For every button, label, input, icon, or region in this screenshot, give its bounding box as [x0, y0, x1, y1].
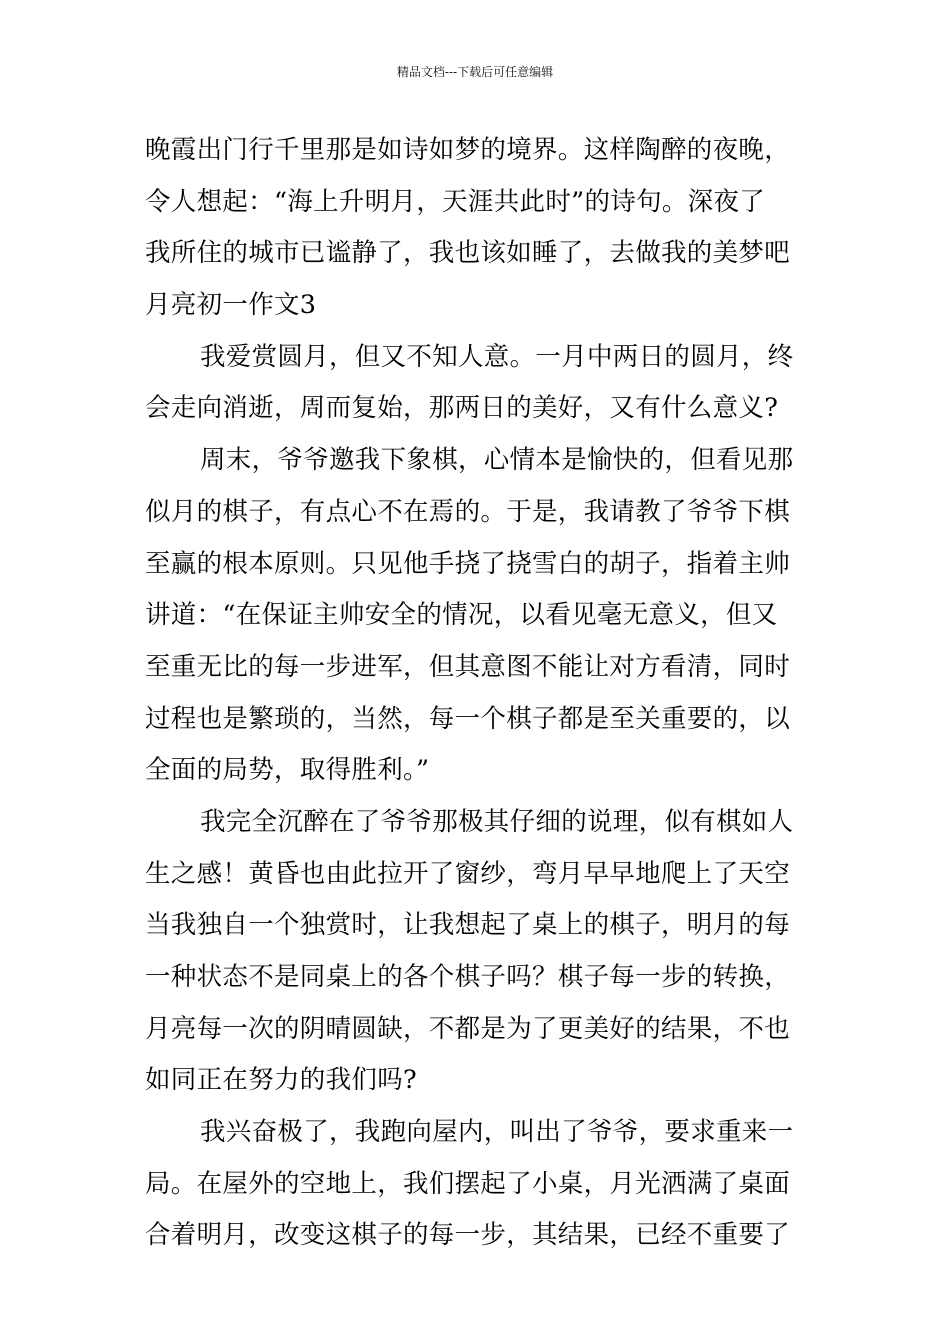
text-line: 令人想起：“海上升明月，天涯共此时”的诗句。深夜了	[145, 186, 766, 217]
text-line: 局。在屋外的空地上，我们摆起了小桌，月光洒满了桌面	[145, 1168, 791, 1199]
text-line: 当我独自一个独赏时，让我想起了桌上的棋子，明月的每	[145, 910, 791, 941]
text-line: 讲道：“在保证主帅安全的情况，以看见毫无意义，但又	[145, 600, 778, 631]
text-line: 生之感！黄昏也由此拉开了窗纱，弯月早早地爬上了天空	[145, 858, 791, 889]
text-line: 至赢的根本原则。只见他手挠了挠雪白的胡子，指着主帅	[145, 548, 791, 579]
text-line: 我所住的城市已谧静了，我也该如睡了，去做我的美梦吧	[145, 238, 791, 269]
text-line: 一种状态不是同桌上的各个棋子吗？棋子每一步的转换，	[145, 962, 791, 992]
document-body	[145, 125, 810, 1262]
page-header: 精品文档---下载后可任意编辑	[396, 65, 554, 79]
text-line: 晚霞出门行千里那是如诗如梦的境界。这样陶醉的夜晚，	[145, 135, 791, 165]
paragraph-first-line: 我兴奋极了，我跑向屋内，叫出了爷爷，要求重来一	[200, 1117, 794, 1148]
text-line: 全面的局势，取得胜利。”	[145, 755, 430, 786]
text-line: 似月的棋子，有点心不在焉的。于是，我请教了爷爷下棋	[145, 496, 791, 527]
text-line: 过程也是繁琐的，当然，每一个棋子都是至关重要的，以	[145, 703, 791, 734]
paragraph-first-line: 周末，爷爷邀我下象棋，心情本是愉快的，但看见那	[200, 445, 794, 476]
text-line: 会走向消逝，周而复始，那两日的美好，又有什么意义?	[145, 393, 779, 424]
paragraph-first-line: 我爱赏圆月，但又不知人意。一月中两日的圆月，终	[200, 341, 794, 372]
text-line: 合着明月，改变这棋子的每一步，其结果，已经不重要了	[145, 1220, 791, 1251]
text-line: 如同正在努力的我们吗?	[145, 1065, 417, 1096]
section-heading: 月亮初一作文3	[145, 290, 317, 321]
text-line: 月亮每一次的阴晴圆缺，不都是为了更美好的结果，不也	[145, 1013, 791, 1044]
paragraph-first-line: 我完全沉醉在了爷爷那极其仔细的说理，似有棋如人	[200, 806, 794, 837]
text-line: 至重无比的每一步进军，但其意图不能让对方看清，同时	[145, 651, 791, 682]
